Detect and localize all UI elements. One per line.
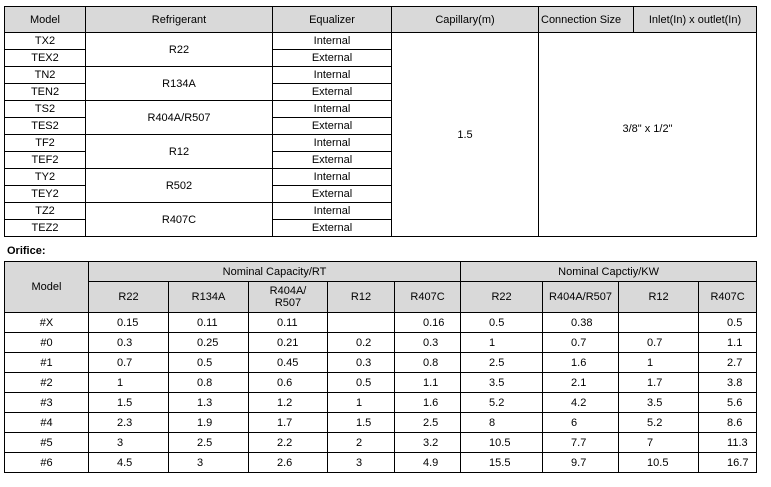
rt-column-header: R404A/ R507 [249,282,328,313]
model-cell: #3 [5,393,89,413]
value-cell: 1.6 [395,393,461,413]
value-cell: 0.7 [89,353,169,373]
value-cell: 0.11 [249,313,328,333]
value-cell: 7.7 [543,433,619,453]
model-cell: #5 [5,433,89,453]
value-cell: 3.8 [699,373,757,393]
rt-column-header: R407C [395,282,461,313]
value-cell: 7 [619,433,699,453]
value-cell: 1 [461,333,543,353]
model-cell: TEF2 [5,152,86,169]
connection-size-cell [539,33,757,237]
model-cell: TEZ2 [5,220,86,237]
header-column-row [5,282,757,313]
table-row [5,353,757,373]
value-cell: 10.5 [461,433,543,453]
value-cell: 15.5 [461,453,543,473]
value-cell: 2.5 [169,433,249,453]
column-header: Model [5,7,86,33]
value-cell: 3 [89,433,169,453]
model-header: Model [5,262,89,313]
value-cell: 8 [461,413,543,433]
rt-column-header: R12 [328,282,395,313]
model-cell: TF2 [5,135,86,152]
value-cell: 3.5 [461,373,543,393]
value-cell: 2.7 [699,353,757,373]
refrigerant-cell: R407C [86,203,273,237]
column-header: Refrigerant [86,7,273,33]
column-header: Capillary(m) [392,7,539,33]
value-cell: 0.5 [699,313,757,333]
table-row [5,33,757,50]
model-cell: #0 [5,333,89,353]
column-header: Connection Size [539,7,634,33]
value-cell: 0.8 [169,373,249,393]
refrigerant-cell: R22 [86,33,273,67]
table-row [5,453,757,473]
value-cell: 0.3 [395,333,461,353]
value-cell: 5.2 [619,413,699,433]
value-cell: 0.5 [328,373,395,393]
value-cell: 0.3 [89,333,169,353]
value-cell: 1.1 [699,333,757,353]
value-cell: 0.45 [249,353,328,373]
value-cell: 0.11 [169,313,249,333]
model-cell: TY2 [5,169,86,186]
value-cell: 2.2 [249,433,328,453]
orifice-capacity-table [4,261,757,473]
value-cell: 0.6 [249,373,328,393]
value-cell: 1.7 [619,373,699,393]
model-cell: #X [5,313,89,333]
value-cell: 1.7 [249,413,328,433]
model-cell: TEX2 [5,50,86,67]
value-cell: 0.21 [249,333,328,353]
value-cell: 1 [619,353,699,373]
value-cell: 4.9 [395,453,461,473]
equalizer-cell: External [273,50,392,67]
equalizer-cell: Internal [273,135,392,152]
model-cell: TS2 [5,101,86,118]
table-row [5,393,757,413]
refrigerant-cell: R134A [86,67,273,101]
nominal-capacity-kw-header: Nominal Capctiy/KW [461,262,757,282]
model-cell: TEY2 [5,186,86,203]
table-row [5,313,757,333]
valve-spec-table [4,6,757,237]
value-cell: 5.6 [699,393,757,413]
value-cell: 3 [328,453,395,473]
value-cell: 2.3 [89,413,169,433]
value-cell: 1.6 [543,353,619,373]
model-cell: TZ2 [5,203,86,220]
value-cell: 0.8 [395,353,461,373]
kw-column-header: R12 [619,282,699,313]
value-cell: 5.2 [461,393,543,413]
value-cell: 3.2 [395,433,461,453]
rt-column-header: R22 [89,282,169,313]
value-cell: 0.15 [89,313,169,333]
value-cell: 2.6 [249,453,328,473]
equalizer-cell: Internal [273,169,392,186]
column-header: Equalizer [273,7,392,33]
value-cell: 0.7 [619,333,699,353]
value-cell: 4.5 [89,453,169,473]
column-header: Inlet(In) x outlet(In) [634,7,757,33]
value-cell: 0.7 [543,333,619,353]
model-cell: TEN2 [5,84,86,101]
equalizer-cell: External [273,152,392,169]
value-cell: 1 [89,373,169,393]
value-cell: 2.1 [543,373,619,393]
value-cell: 3 [169,453,249,473]
value-cell: 6 [543,413,619,433]
value-cell: 0.2 [328,333,395,353]
value-cell: 1.5 [89,393,169,413]
value-cell: 0.5 [461,313,543,333]
equalizer-cell: Internal [273,203,392,220]
equalizer-cell: Internal [273,67,392,84]
equalizer-cell: External [273,84,392,101]
header-row [5,7,757,33]
model-cell: TN2 [5,67,86,84]
table-row [5,433,757,453]
value-cell: 1.9 [169,413,249,433]
table-row [5,413,757,433]
table-row [5,373,757,393]
value-cell: 3.5 [619,393,699,413]
refrigerant-cell: R502 [86,169,273,203]
value-cell: 0.5 [169,353,249,373]
refrigerant-cell: R404A/R507 [86,101,273,135]
value-cell: 1.2 [249,393,328,413]
orifice-label: Orifice: [7,245,46,257]
value-cell: 10.5 [619,453,699,473]
refrigerant-cell: R12 [86,135,273,169]
equalizer-cell: External [273,220,392,237]
value-cell: 2.5 [395,413,461,433]
model-cell: TES2 [5,118,86,135]
kw-column-header: R407C [699,282,757,313]
model-cell: #1 [5,353,89,373]
equalizer-cell: Internal [273,33,392,50]
value-cell [328,313,395,333]
equalizer-cell: External [273,186,392,203]
value-cell: 16.7 [699,453,757,473]
value-cell: 11.3 [699,433,757,453]
nominal-capacity-rt-header: Nominal Capacity/RT [89,262,461,282]
table-row [5,333,757,353]
header-group-row [5,262,757,282]
value-cell: 1.5 [328,413,395,433]
capillary-cell: 1.5 [392,33,539,237]
value-cell: 2 [328,433,395,453]
value-cell: 4.2 [543,393,619,413]
value-cell: 8.6 [699,413,757,433]
equalizer-cell: Internal [273,101,392,118]
model-cell: #2 [5,373,89,393]
value-cell: 1.1 [395,373,461,393]
value-cell: 9.7 [543,453,619,473]
value-cell: 1 [328,393,395,413]
value-cell: 0.38 [543,313,619,333]
model-cell: #6 [5,453,89,473]
value-cell: 0.16 [395,313,461,333]
model-cell: #4 [5,413,89,433]
equalizer-cell: External [273,118,392,135]
kw-column-header: R22 [461,282,543,313]
kw-column-header: R404A/R507 [543,282,619,313]
value-cell: 2.5 [461,353,543,373]
model-cell: TX2 [5,33,86,50]
value-cell [619,313,699,333]
value-cell: 0.25 [169,333,249,353]
rt-column-header: R134A [169,282,249,313]
inlet-outlet-value: 3/8" x 1/2" [622,122,673,135]
value-cell: 0.3 [328,353,395,373]
value-cell: 1.3 [169,393,249,413]
